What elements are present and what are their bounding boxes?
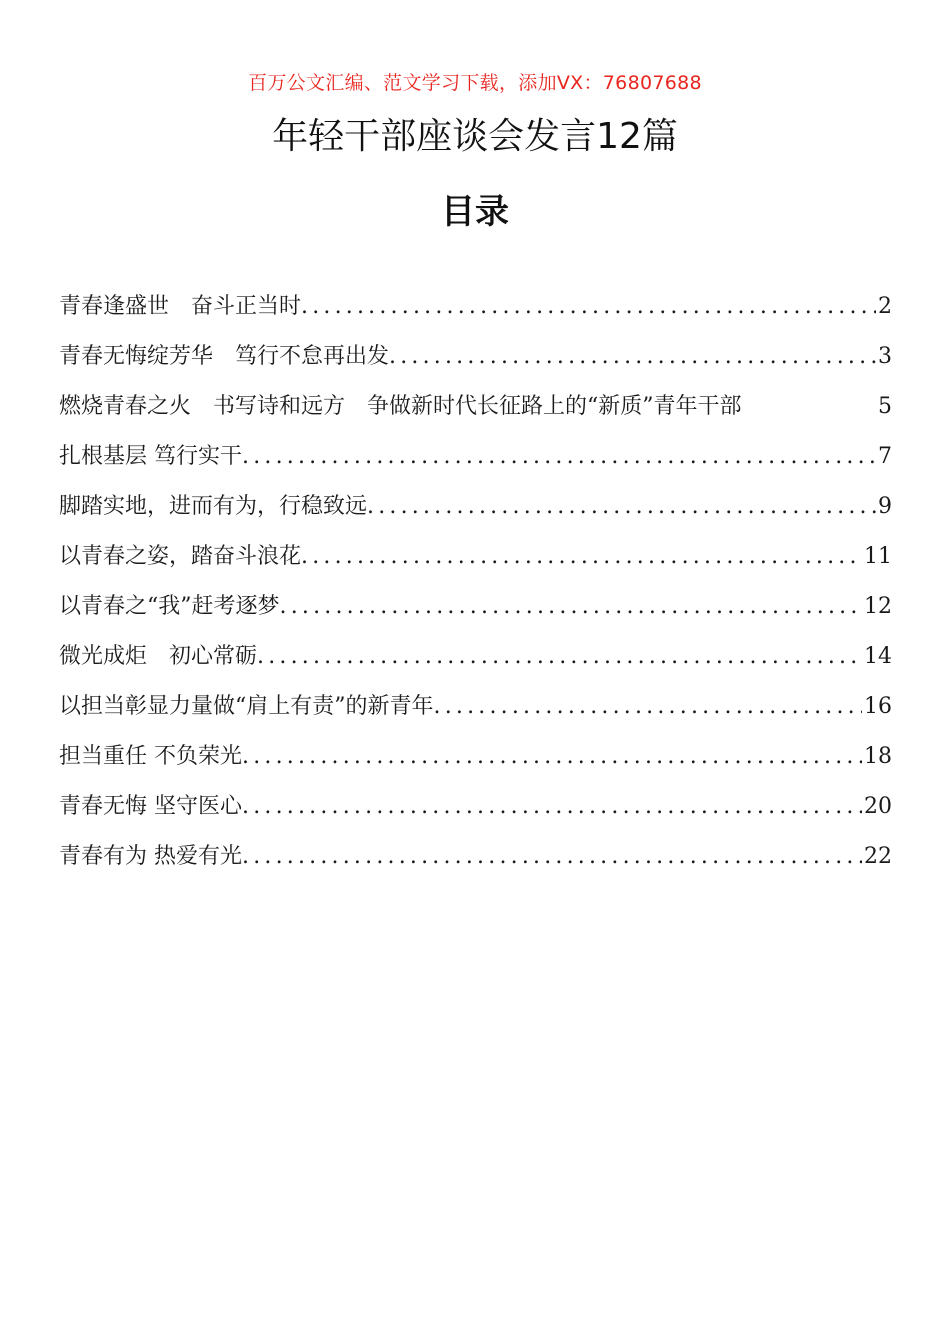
toc-entry[interactable] — [59, 482, 892, 532]
toc-entry[interactable] — [59, 782, 892, 832]
toc-entry-page: 16 — [864, 694, 892, 719]
toc-entry-page: 14 — [864, 644, 892, 669]
toc-entry[interactable] — [59, 832, 892, 882]
toc-entry-page: 11 — [864, 544, 892, 569]
toc-dot-leader — [280, 582, 863, 632]
promo-banner: 百万公文汇编、范文学习下载，添加VX：76807688 — [248, 72, 702, 94]
toc-dot-leader — [242, 832, 862, 882]
toc-entry-title: 青春无悔绽芳华 笃行不怠再出发 — [59, 344, 390, 369]
toc-entry-page: 3 — [878, 344, 892, 369]
toc-dot-leader — [242, 732, 862, 782]
toc-entry-title: 扎根基层 笃行实干 — [59, 444, 242, 469]
toc-dot-leader — [301, 282, 876, 332]
toc-entry[interactable] — [59, 282, 892, 332]
toc-entry[interactable] — [59, 682, 892, 732]
toc-entry[interactable] — [59, 532, 892, 582]
toc-entry-page: 20 — [864, 794, 892, 819]
toc-dot-leader — [257, 632, 862, 682]
toc-heading: 目录 — [441, 192, 509, 232]
toc-entry-page: 18 — [864, 744, 892, 769]
toc-entry-page: 9 — [878, 494, 892, 519]
toc-entry[interactable] — [59, 632, 892, 682]
toc-dot-leader — [389, 332, 876, 382]
document-title: 年轻干部座谈会发言12篇 — [272, 116, 678, 157]
toc-entry[interactable] — [59, 582, 892, 632]
toc-entry-title: 以担当彰显力量做“肩上有责”的新青年 — [59, 694, 434, 719]
toc-entry-page: 22 — [864, 844, 892, 869]
toc-entry-title: 青春有为 热爱有光 — [59, 844, 242, 869]
toc-entry[interactable] — [59, 732, 892, 782]
toc-entry-title: 以青春之“我”赶考逐梦 — [59, 594, 280, 619]
toc-entry-title: 担当重任 不负荣光 — [59, 744, 242, 769]
toc-entry-title: 青春逢盛世 奋斗正当时 — [59, 294, 302, 319]
toc-entry-page: 2 — [878, 294, 892, 319]
toc-dot-leader — [301, 532, 862, 582]
toc-entry[interactable] — [59, 432, 892, 482]
toc-entry-title: 燃烧青春之火 书写诗和远方 争做新时代长征路上的“新质”青年干部 — [59, 394, 742, 419]
toc-entry[interactable] — [59, 382, 892, 432]
toc-entry-page: 12 — [864, 594, 892, 619]
toc-dot-leader — [242, 782, 862, 832]
toc-dot-leader — [434, 682, 863, 732]
toc-entry-title: 以青春之姿，踏奋斗浪花 — [59, 544, 302, 569]
toc-entry-title: 脚踏实地，进而有为，行稳致远 — [59, 494, 368, 519]
toc-entry-page: 5 — [878, 394, 892, 419]
toc-entry-title: 青春无悔 坚守医心 — [59, 794, 242, 819]
toc-dot-leader — [367, 482, 876, 532]
toc-entry-page: 7 — [878, 444, 892, 469]
toc-entry-title: 微光成炬 初心常砺 — [59, 644, 258, 669]
table-of-contents — [59, 282, 892, 882]
toc-dot-leader — [242, 432, 876, 482]
toc-entry[interactable] — [59, 332, 892, 382]
